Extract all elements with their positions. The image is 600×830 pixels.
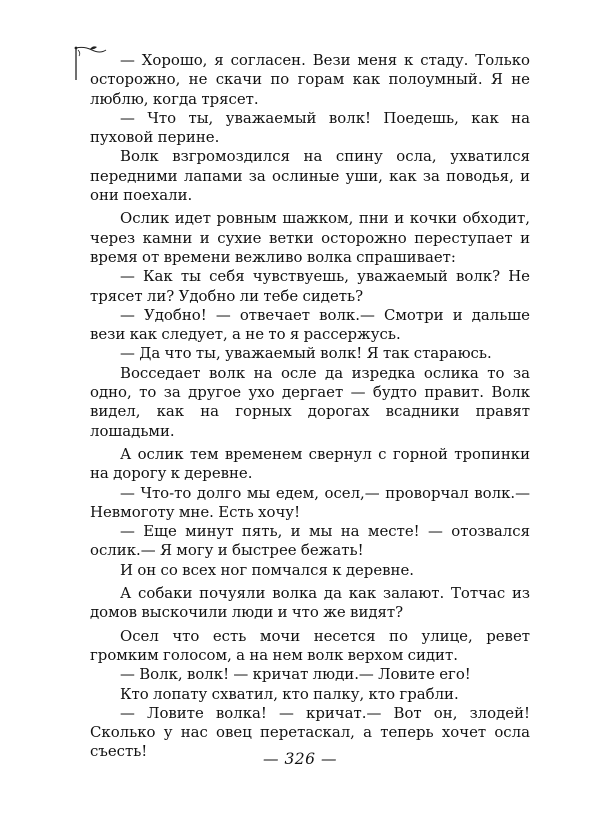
paragraph: — Хорошо, я согласен. Вези меня к стаду. Только осторожно, не скачи по горам как полоумный. Я не люблю, когда трясет.: [90, 51, 530, 108]
paragraph: — Что-то долго мы едем, осел,— проворчал волк.— Невмоготу мне. Есть хочу!: [90, 483, 530, 521]
paragraph: — Ловите волка! — кричат.— Вот он, злодей! Сколько у нас овец перетаскал, а теперь хочет осла съесть!: [90, 703, 530, 761]
paragraph: — Как ты себя чувствуешь, уважаемый волк? Не трясет ли? Удобно ли тебе сидеть?: [90, 267, 530, 305]
paragraph: — Еще минут пять, и мы на месте! — отозвался ослик.— Я могу и быстрее бежать!: [90, 522, 530, 560]
paragraph: — Волк, волк! — кричат люди.— Ловите его!: [120, 665, 471, 684]
paragraph: Кто лопату схватил, кто палку, кто грабли.: [120, 684, 459, 703]
paragraph: А ослик тем временем свернул с горной тропинки на дорогу к деревне.: [90, 444, 530, 483]
paragraph: — Да что ты, уважаемый волк! Я так стараюсь.: [120, 344, 492, 363]
paragraph: Осел что есть мочи несется по улице, ревет громким голосом, а на нем волк верхом сидит.: [90, 626, 530, 664]
paragraph: Ослик идет ровным шажком, пни и кочки обходит, через камни и сухие ветки осторожно переступает и время от времени вежливо волка спрашивает:: [90, 209, 530, 266]
paragraph: — Удобно! — отвечает волк.— Смотри и дальше вези как следует, а не то я рассержусь.: [90, 305, 530, 344]
story-text: [90, 51, 530, 762]
paragraph: Восседает волк на осле да изредка ослика то за одно, то за другое ухо дергает — будто правит. Волк видел, как на горных дорогах всадники правят лошадьми.: [90, 363, 530, 440]
paragraph: А собаки почуяли волка да как залают. Тотчас из домов выскочили люди и что же видят?: [90, 584, 530, 622]
paragraph: Волк взгромоздился на спину осла, ухватился передними лапами за ослиные уши, как за поводья, и они поехали.: [90, 147, 530, 205]
page-number: — 326 —: [263, 750, 337, 768]
paragraph: — Что ты, уважаемый волк! Поедешь, как на пуховой перине.: [90, 108, 530, 147]
paragraph: И он со всех ног помчался к деревне.: [120, 560, 415, 579]
